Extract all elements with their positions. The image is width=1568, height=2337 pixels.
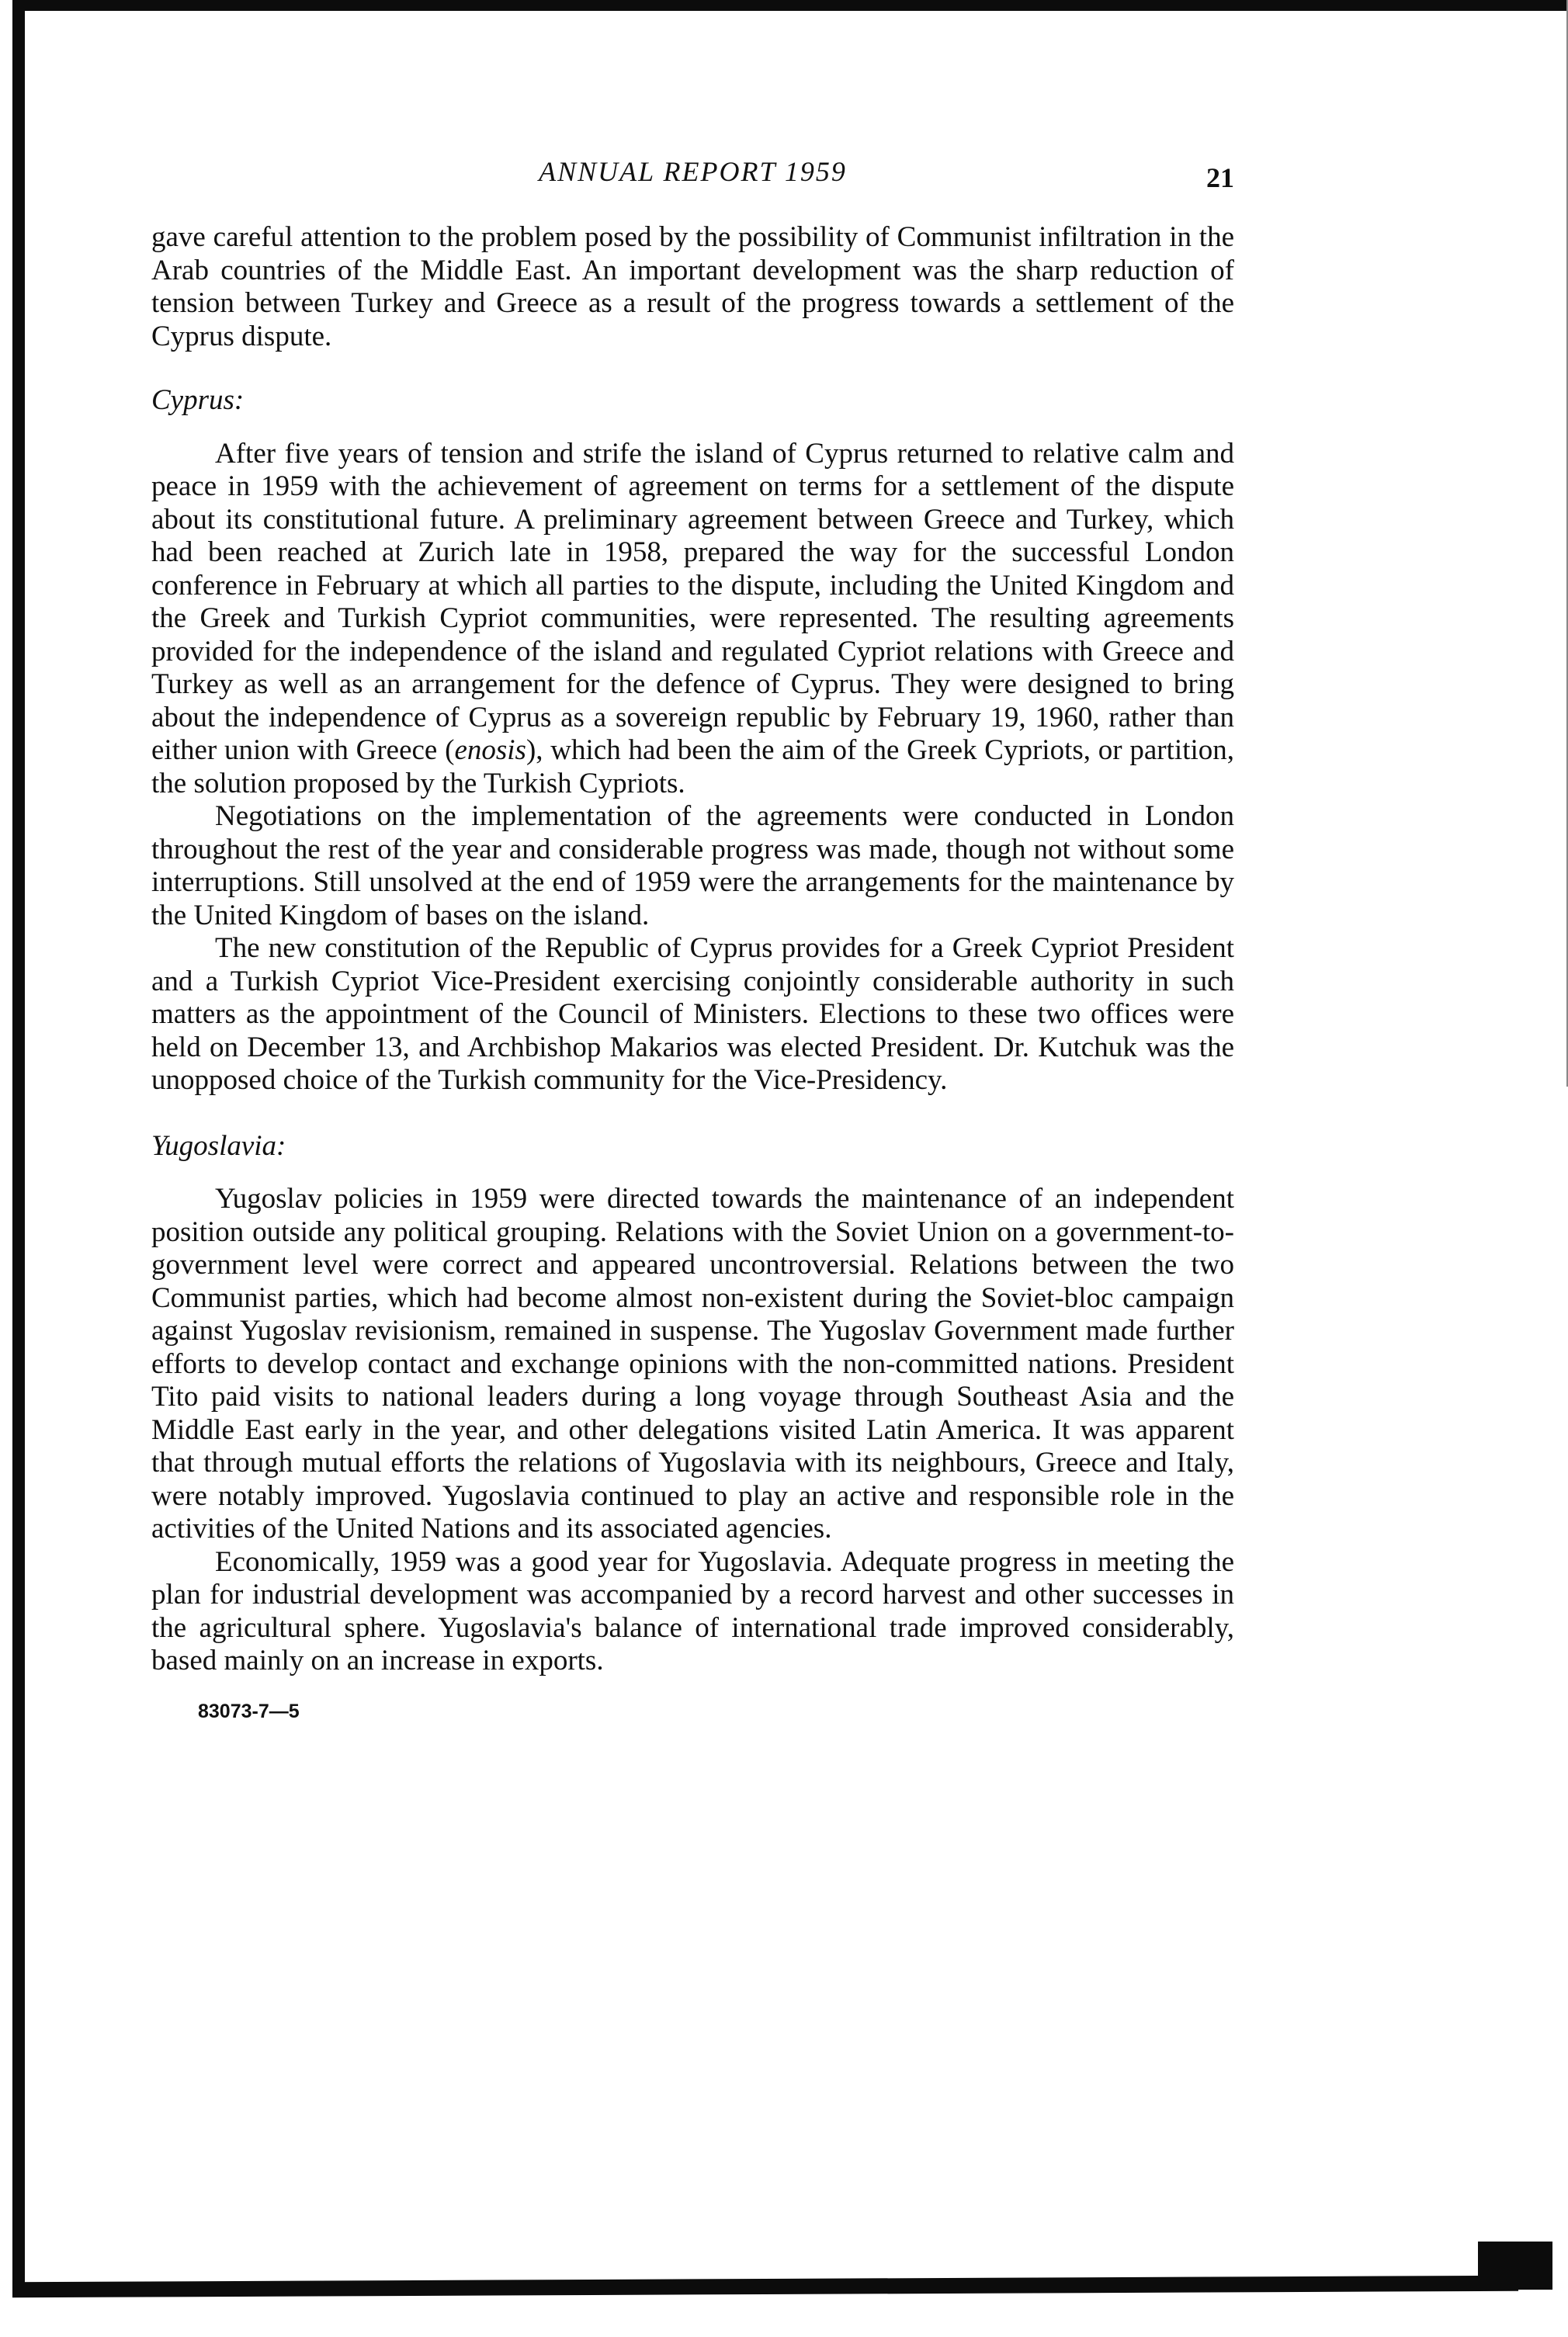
yugoslavia-paragraph-2: Economically, 1959 was a good year for Yugoslavia. Adequate progress in meeting the plan for industrial development was accompanied by a record harvest and other successes in the agricultural sphere. Yugoslavia's balance of international trade improved considerably, based mainly on an increase in exports. [151,1545,1234,1676]
section-heading-cyprus: Cyprus: [151,384,245,416]
page-number: 21 [1206,162,1234,193]
cyprus-paragraph-3: The new constitution of the Republic of Cyprus provides for a Greek Cypriot President and a Turkish Cypriot Vice-President exercising conjointly considerable authority in such matters as the appointment of the Council of Ministers. Elections to these two offices were held on December 13, and Archbishop Makarios was elected President. Dr. Kutchuk was the unopposed choice of the Turkish community for the Vice-Presidency. [151,932,1234,1096]
scan-edge-top [16,0,1568,11]
printer-code: 83073-7—5 [198,1700,300,1722]
intro-paragraph: gave careful attention to the problem posed by the possibility of Communist infiltration in the Arab countries of the Middle East. An important development was the sharp reduction of tension between Turkey and Greece as a result of the progress towards a settlement of the Cyprus dispute. [151,221,1234,352]
cyprus-paragraph-2: Negotiations on the implementation of the agreements were conducted in London throughout the rest of the year and considerable progress was made, though not without some interruptions. Still unsolved at the end of 1959 were the arrangements for the maintenance by the United Kingdom of bases on the island. [151,800,1234,931]
scan-edge-left [12,0,25,2294]
page-body [151,221,1234,1723]
scan-edge-bottom [12,2276,1518,2297]
section-heading-yugoslavia: Yugoslavia: [151,1129,286,1162]
cyprus-paragraph-1-part-1: After five years of tension and strife the island of Cyprus returned to relative calm and peace in 1959 with the achievement of agreement on terms for a settlement of the dispute about its constitutional future. A preliminary agreement between Greece and Turkey, which had been reached at Zurich late in 1958, prepared the way for the successful London conference in February at which all parties to the dispute, including the United Kingdom and the Greek and Turkish Cypriot communities, were represented. The resulting agreements provided for the independence of the island and regulated Cypriot relations with Greece and Turkey as well as an arrangement for the defence of Cyprus. They were designed to bring about the independence of Cyprus as a sovereign republic by February 19, 1960, rather than either union with Greece ( [151,437,1234,766]
cyprus-italic-term: enosis [454,734,526,766]
cyprus-paragraph-1 [151,438,1234,801]
yugoslavia-paragraph-1: Yugoslav policies in 1959 were directed towards the maintenance of an independent position outside any political grouping. Relations with the Soviet Union on a government-to-government level were correct and appeared uncontroversial. Relations between the two Communist parties, which had become almost non-existent during the Soviet-bloc campaign against Yugoslav revisionism, remained in suspense. The Yugoslav Government made further efforts to develop contact and exchange opinions with the non-committed nations. President Tito paid visits to national leaders during a long voyage through Southeast Asia and the Middle East early in the year, and other delegations visited Latin America. It was apparent that through mutual efforts the relations of Yugoslavia with its neighbours, Greece and Italy, were notably improved. Yugoslavia continued to play an active and responsible role in the activities of the United Nations and its associated agencies. [151,1183,1234,1545]
page-header [151,155,1234,202]
scan-edge-bottom-right [1478,2242,1552,2290]
running-title: ANNUAL REPORT 1959 [539,156,847,187]
cyprus-paragraph-1-part-2: ), which had been the aim of the Greek Cypriots, or partition, the solution proposed by the Turkish Cypriots. [151,734,1234,799]
